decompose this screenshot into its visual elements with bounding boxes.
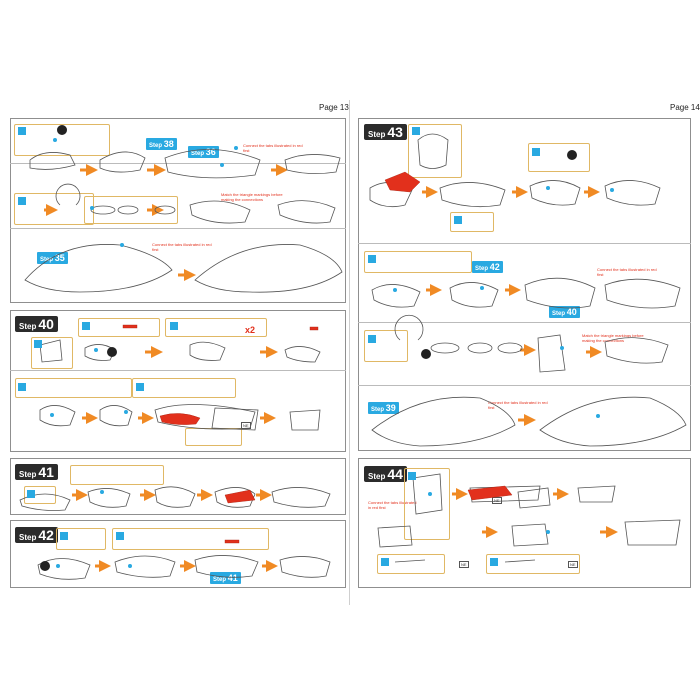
step-43-label: Step 43: [364, 124, 407, 140]
page-number-left: Page 13: [319, 103, 349, 112]
triangle-markings-note: Match the triangle markings before making the connections: [582, 333, 644, 343]
step-40-reference: Step 40: [549, 306, 580, 318]
process-arrows: [44, 170, 612, 566]
quantity-multiplier: x2: [245, 325, 256, 335]
connect-tabs-note: Connect the tabs illustrated in red first: [243, 143, 303, 153]
ne-marker: NE: [570, 562, 576, 567]
assembly-line-art: [20, 149, 342, 579]
step-35-reference: Step 35: [37, 252, 68, 264]
ne-marker: NE: [494, 498, 500, 503]
step-39-reference: Step 39: [368, 402, 399, 414]
step-42-label: Step 42: [15, 527, 58, 543]
step-41-reference: Step 41: [210, 572, 241, 584]
ne-marker: NE: [461, 562, 467, 567]
step-41-label: Step 41: [15, 464, 58, 480]
step-40-label: Step 40: [15, 316, 58, 332]
step-42-reference: Step 42: [472, 261, 503, 273]
assembly-line-art: [370, 134, 686, 562]
connect-tabs-note: Connect the tabs illustrated in red first: [488, 400, 548, 410]
part-chips: [18, 125, 577, 571]
ne-marker: NE: [243, 423, 249, 428]
connect-tabs-note: Connect the tabs illustrated in red first: [152, 242, 212, 252]
page-number-right: Page 14: [670, 103, 700, 112]
step-38-reference: Step 38: [146, 138, 177, 150]
triangle-markings-note: Match the triangle markings before making the connections: [221, 192, 283, 202]
step-36-reference: Step 36: [188, 146, 219, 158]
connect-tabs-note: Connect the tabs illustrated in red first: [368, 500, 417, 510]
step-44-label: Step 44: [364, 466, 407, 482]
connect-tabs-note: Connect the tabs illustrated in red first: [597, 267, 657, 277]
connection-dots: [50, 138, 614, 568]
